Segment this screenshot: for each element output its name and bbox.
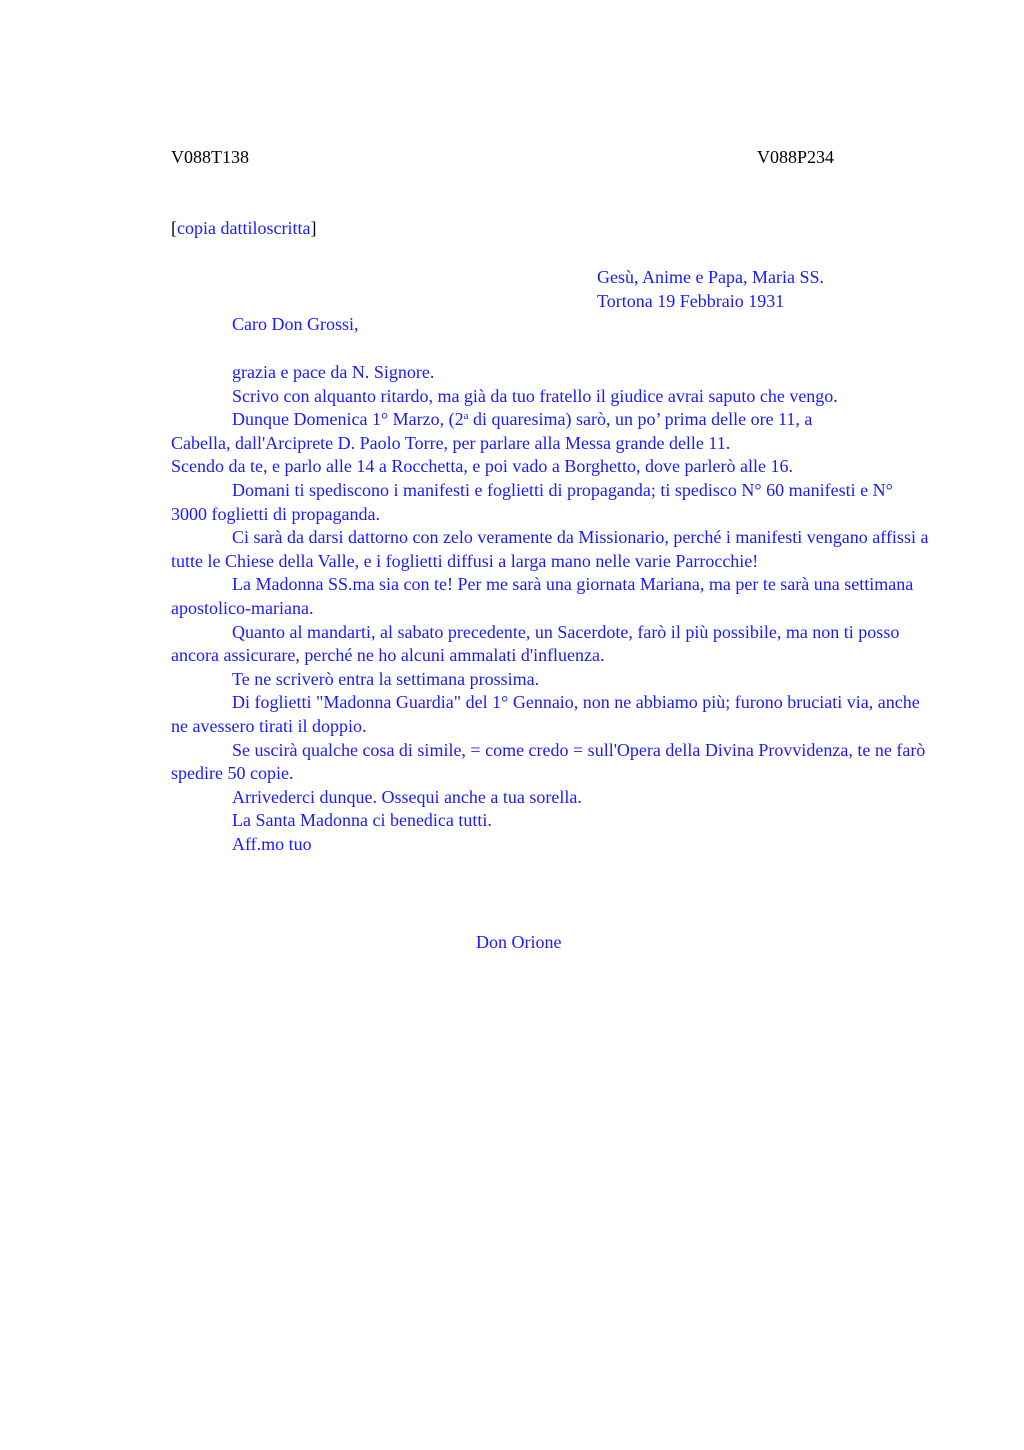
greeting-line: grazia e pace da N. Signore.: [232, 362, 435, 382]
place-date: Tortona 19 Febbraio 1931: [597, 290, 785, 311]
copy-note-bracket-open: [: [171, 218, 177, 238]
letter-body: [171, 361, 931, 856]
invocation: Gesù, Anime e Papa, Maria SS.: [597, 267, 824, 287]
letter-paragraph: Arrivederci dunque. Ossequi anche a tua sorella.: [232, 786, 582, 807]
letter-heading: [597, 266, 824, 313]
letter-paragraph: Se uscirà qualche cosa di simile, = come credo = sull'Opera della Divina Provvidenza, te ne farò spedire 50 copie.: [171, 739, 926, 784]
letter-paragraph-cont: Cabella, dall'Arciprete D. Paolo Torre, per parlare alla Messa grande delle 11.: [171, 432, 731, 453]
archive-code-right: V088P234: [757, 147, 835, 167]
archive-code-left: V088T138: [171, 147, 249, 167]
letter-paragraph: [171, 408, 931, 432]
letter-paragraph: La Madonna SS.ma sia con te! Per me sarà una giornata Mariana, ma per te sarà una settimana apostolico-mariana.: [171, 574, 914, 618]
copy-note-text: copia dattiloscritta: [177, 218, 311, 238]
letter-paragraph: La Santa Madonna ci benedica tutti.: [232, 810, 492, 831]
closing-line: Aff.mo tuo: [232, 833, 312, 854]
letter-paragraph: Di foglietti "Madonna Guardia" del 1° Gennaio, non ne abbiamo più; furono bruciati via, anche ne avessero tirati il doppio.: [171, 692, 920, 736]
letter-paragraph: Domani ti spediscono i manifesti e foglietti di propaganda; ti spedisco N° 60 manifesti e N° 3000 foglietti di propaganda.: [171, 479, 893, 524]
copy-note: [171, 217, 316, 241]
letter-paragraph: Te ne scriverò entra la settimana prossima.: [232, 668, 540, 689]
copy-note-bracket-close: ]: [310, 218, 317, 238]
salutation: Caro Don Grossi,: [232, 314, 359, 334]
letter-paragraph: Quanto al mandarti, al sabato precedente, un Sacerdote, farò il più possibile, ma non ti posso ancora assicurare, perché ne ho alcuni ammalati d'influenza.: [171, 621, 900, 666]
signature: Don Orione: [476, 932, 562, 952]
paragraph-date-part: Dunque Domenica 1° Marzo, (2$^a$ di quaresima) sarò, un po’ prima delle ore 11, a: [232, 409, 813, 430]
letter-paragraph: Scrivo con alquanto ritardo, ma già da tuo fratello il giudice avrai saputo che vengo.: [232, 385, 838, 406]
letter-paragraph: Ci sarà da darsi dattorno con zelo veramente da Missionario, perché i manifesti vengano affissi a tutte le Chiese della Valle, e i foglietti diffusi a larga mano nelle varie Parrocchie!: [171, 527, 929, 571]
letter-paragraph: Scendo da te, e parlo alle 14 a Rocchetta, e poi vado a Borghetto, dove parlerò alle 16.: [171, 456, 793, 477]
